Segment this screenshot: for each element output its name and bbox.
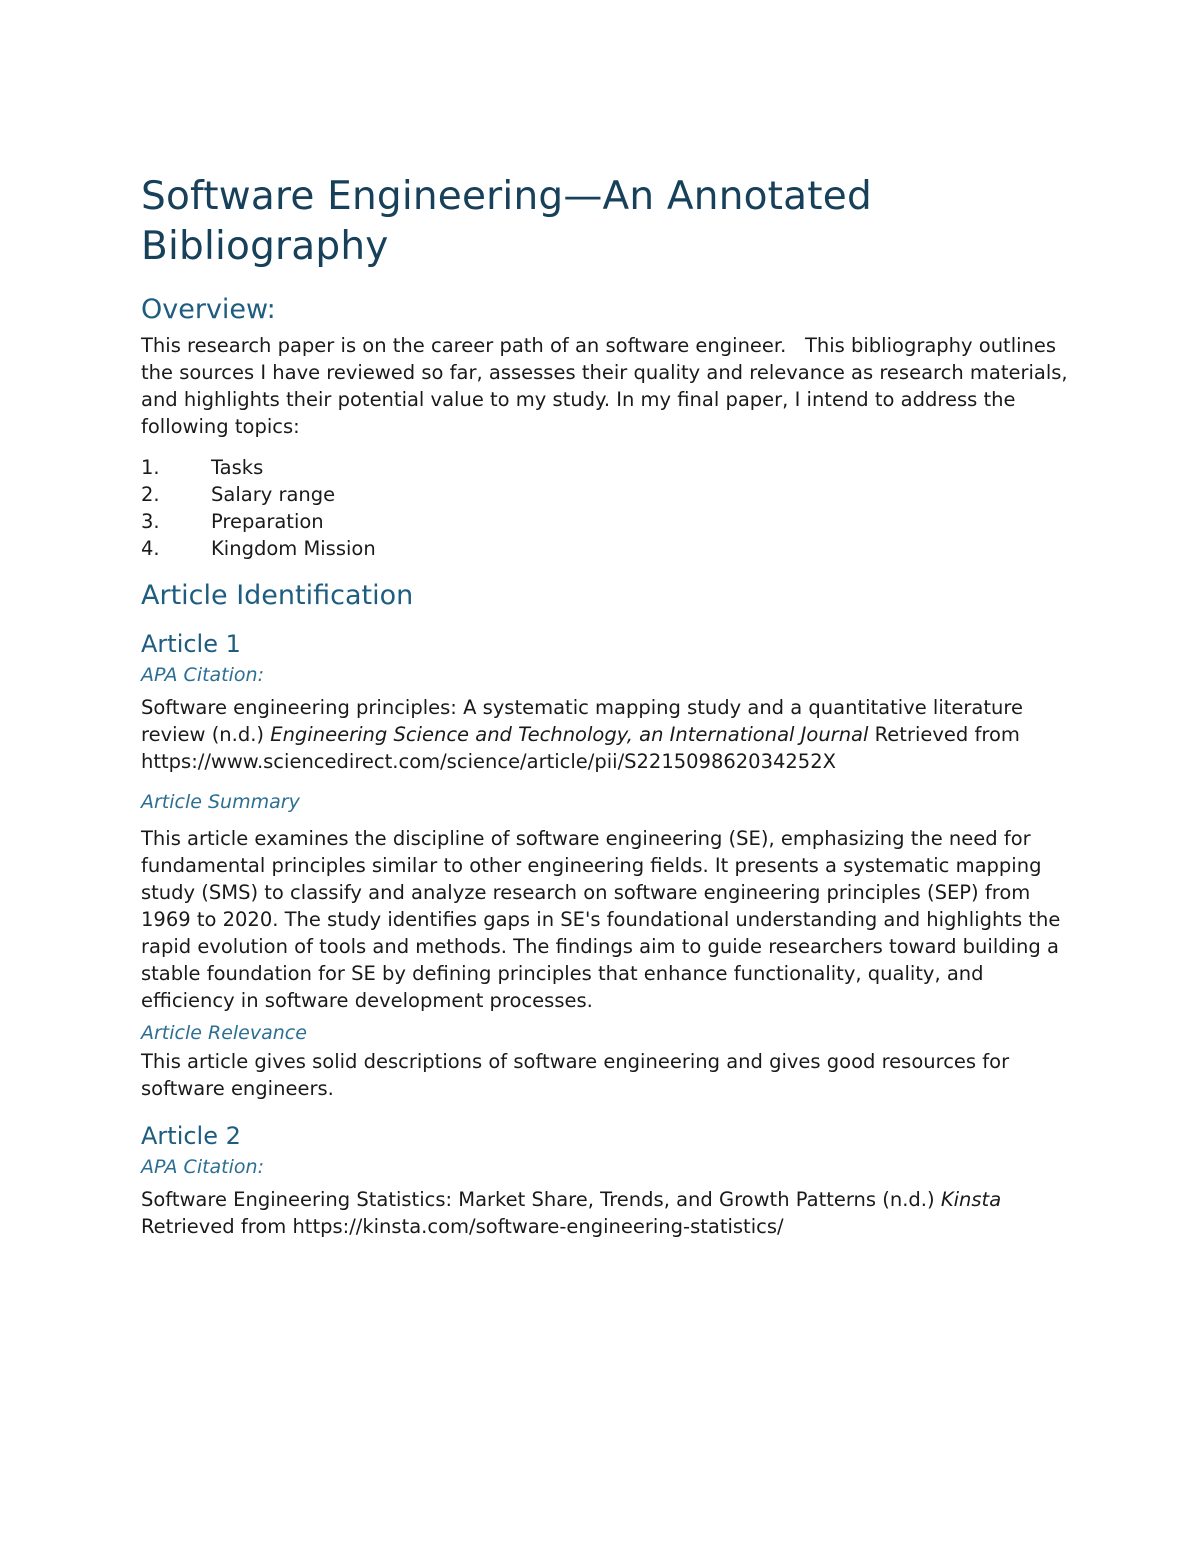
article-2-citation-label: APA Citation: [141,1156,264,1178]
article-1-citation-label: APA Citation: [141,664,264,686]
document-title: Software Engineering—An Annotated Bibliography [141,174,872,269]
list-item-text: Salary range [211,483,336,506]
article-1-relevance: This article gives solid descriptions of software engineering and gives good resources for software engineers. [141,1050,1010,1100]
list-item [141,535,1071,562]
document-page [141,172,1074,1240]
article-2-citation-source: Kinsta [940,1188,1002,1211]
list-item-text: Tasks [211,456,264,479]
overview-paragraph: This research paper is on the career path of an software engineer. This bibliography outlines the sources I have reviewed so far, assesses their quality and relevance as research materials, and highlights their potential value to my study. In my final paper, I intend to address the following topics: [141,334,1074,438]
list-item-number: 4. [141,537,160,560]
article-1-summary: This article examines the discipline of software engineering (SE), emphasizing the need for fundamental principles similar to other engineering fields. It presents a systematic mapping study (SMS) to classify and analyze research on software engineering principles (SEP) from 1969 to 2020. The study identifies gaps in SE's foundational understanding and highlights the rapid evolution of tools and methods. The findings aim to guide researchers toward building a stable foundation for SE by defining principles that enhance functionality, quality, and efficiency in software development processes. [141,827,1061,1012]
list-item [141,508,1071,535]
topics-list [141,454,1071,562]
article-2-citation [141,1186,1071,1240]
list-item [141,454,1071,481]
list-item-number: 2. [141,483,160,506]
article-1-heading: Article 1 [141,630,241,658]
list-item-number: 3. [141,510,160,533]
article-identification-heading: Article Identification [141,580,414,611]
list-item-number: 1. [141,456,160,479]
article-2-citation-text: Software Engineering Statistics: Market Share, Trends, and Growth Patterns (n.d.) [141,1188,941,1211]
article-1-citation-text: Software engineering principles: A systematic mapping study and a quantitative literature review (n.d.) [141,696,1023,746]
article-1-citation-source: Engineering Science and Technology, an International Journal [270,723,869,746]
overview-heading: Overview: [141,294,276,325]
article-1-summary-label: Article Summary [141,791,300,813]
list-item-text: Preparation [211,510,324,533]
article-1-relevance-label: Article Relevance [141,1022,307,1044]
list-item [141,481,1071,508]
article-2-citation-retrieved: Retrieved from https://kinsta.com/software-engineering-statistics/ [141,1215,784,1238]
article-1-citation-retrieved: Retrieved from https://www.sciencedirect.com/science/article/pii/S221509862034252X [141,723,1020,773]
list-item-text: Kingdom Mission [211,537,376,560]
article-2-heading: Article 2 [141,1122,241,1150]
article-1-citation [141,694,1071,775]
